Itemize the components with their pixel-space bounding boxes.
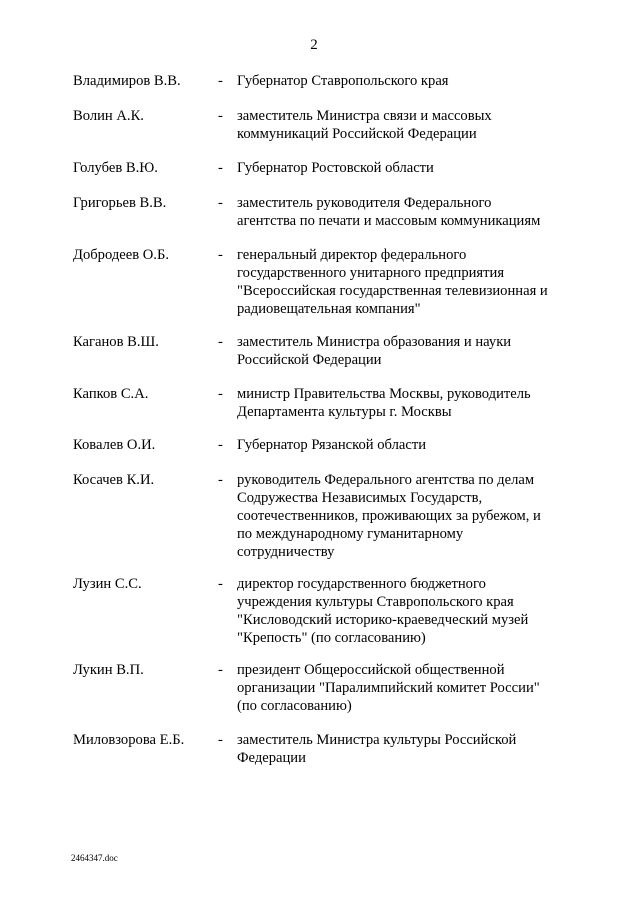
position-line: Федерации bbox=[237, 750, 306, 766]
separator-dash: - bbox=[218, 472, 223, 488]
member-name: Капков С.А. bbox=[73, 386, 149, 402]
member-name: Ковалев О.И. bbox=[73, 437, 156, 453]
position-line: агентства по печати и массовым коммуникациям bbox=[237, 213, 541, 229]
member-name: Волин А.К. bbox=[73, 108, 144, 124]
member-position bbox=[237, 194, 587, 230]
member-name: Голубев В.Ю. bbox=[73, 160, 158, 176]
member-name: Каганов В.Ш. bbox=[73, 334, 159, 350]
member-position bbox=[237, 72, 587, 90]
member-position bbox=[237, 333, 587, 369]
member-name: Косачев К.И. bbox=[73, 472, 155, 488]
member-name: Григорьев В.В. bbox=[73, 195, 167, 211]
position-line: по международному гуманитарному bbox=[237, 526, 464, 542]
position-line: Департамента культуры г. Москвы bbox=[237, 404, 452, 420]
member-name: Миловзорова Е.Б. bbox=[73, 732, 185, 748]
position-line: государственного унитарного предприятия bbox=[237, 265, 505, 281]
separator-dash: - bbox=[218, 247, 223, 263]
position-line: руководитель Федерального агентства по делам bbox=[237, 472, 535, 488]
separator-dash: - bbox=[218, 437, 223, 453]
member-position bbox=[237, 107, 587, 143]
member-position bbox=[237, 385, 587, 421]
position-line: учреждения культуры Ставропольского края bbox=[237, 594, 514, 610]
position-line: коммуникаций Российской Федерации bbox=[237, 126, 477, 142]
position-line: сотрудничеству bbox=[237, 544, 335, 560]
position-line: заместитель руководителя Федерального bbox=[237, 195, 492, 211]
position-line: заместитель Министра образования и науки bbox=[237, 334, 512, 350]
member-name: Лукин В.П. bbox=[73, 662, 144, 678]
position-line: Губернатор Ростовской области bbox=[237, 160, 434, 176]
position-line: министр Правительства Москвы, руководитель bbox=[237, 386, 531, 402]
separator-dash: - bbox=[218, 334, 223, 350]
position-line: "Кисловодский историко-краеведческий музей bbox=[237, 612, 529, 628]
position-line: (по согласованию) bbox=[237, 698, 352, 714]
position-line: Российской Федерации bbox=[237, 352, 382, 368]
position-line: директор государственного бюджетного bbox=[237, 576, 486, 592]
position-line: соотечественников, проживающих за рубежом, и bbox=[237, 508, 541, 524]
member-position bbox=[237, 575, 587, 647]
position-line: Содружества Независимых Государств, bbox=[237, 490, 483, 506]
position-line: радиовещательная компания" bbox=[237, 301, 421, 317]
member-position bbox=[237, 436, 587, 454]
position-line: генеральный директор федерального bbox=[237, 247, 467, 263]
separator-dash: - bbox=[218, 108, 223, 124]
separator-dash: - bbox=[218, 386, 223, 402]
position-line: "Крепость" (по согласованию) bbox=[237, 630, 426, 646]
member-position bbox=[237, 159, 587, 177]
member-name: Владимиров В.В. bbox=[73, 73, 181, 89]
document-id: 2464347.doc bbox=[71, 853, 118, 863]
position-line: Губернатор Ставропольского края bbox=[237, 73, 449, 89]
separator-dash: - bbox=[218, 160, 223, 176]
member-position bbox=[237, 731, 587, 767]
separator-dash: - bbox=[218, 195, 223, 211]
member-position bbox=[237, 471, 587, 561]
position-line: заместитель Министра культуры Российской bbox=[237, 732, 517, 748]
position-line: "Всероссийская государственная телевизионная и bbox=[237, 283, 548, 299]
position-line: заместитель Министра связи и массовых bbox=[237, 108, 492, 124]
separator-dash: - bbox=[218, 73, 223, 89]
position-line: Губернатор Рязанской области bbox=[237, 437, 427, 453]
separator-dash: - bbox=[218, 576, 223, 592]
member-position bbox=[237, 246, 587, 318]
member-name: Добродеев О.Б. bbox=[73, 247, 169, 263]
member-name: Лузин С.С. bbox=[73, 576, 142, 592]
separator-dash: - bbox=[218, 732, 223, 748]
separator-dash: - bbox=[218, 662, 223, 678]
position-line: президент Общероссийской общественной bbox=[237, 662, 505, 678]
position-line: организации "Паралимпийский комитет России" bbox=[237, 680, 540, 696]
member-position bbox=[237, 661, 587, 715]
page-number: 2 bbox=[310, 37, 318, 53]
